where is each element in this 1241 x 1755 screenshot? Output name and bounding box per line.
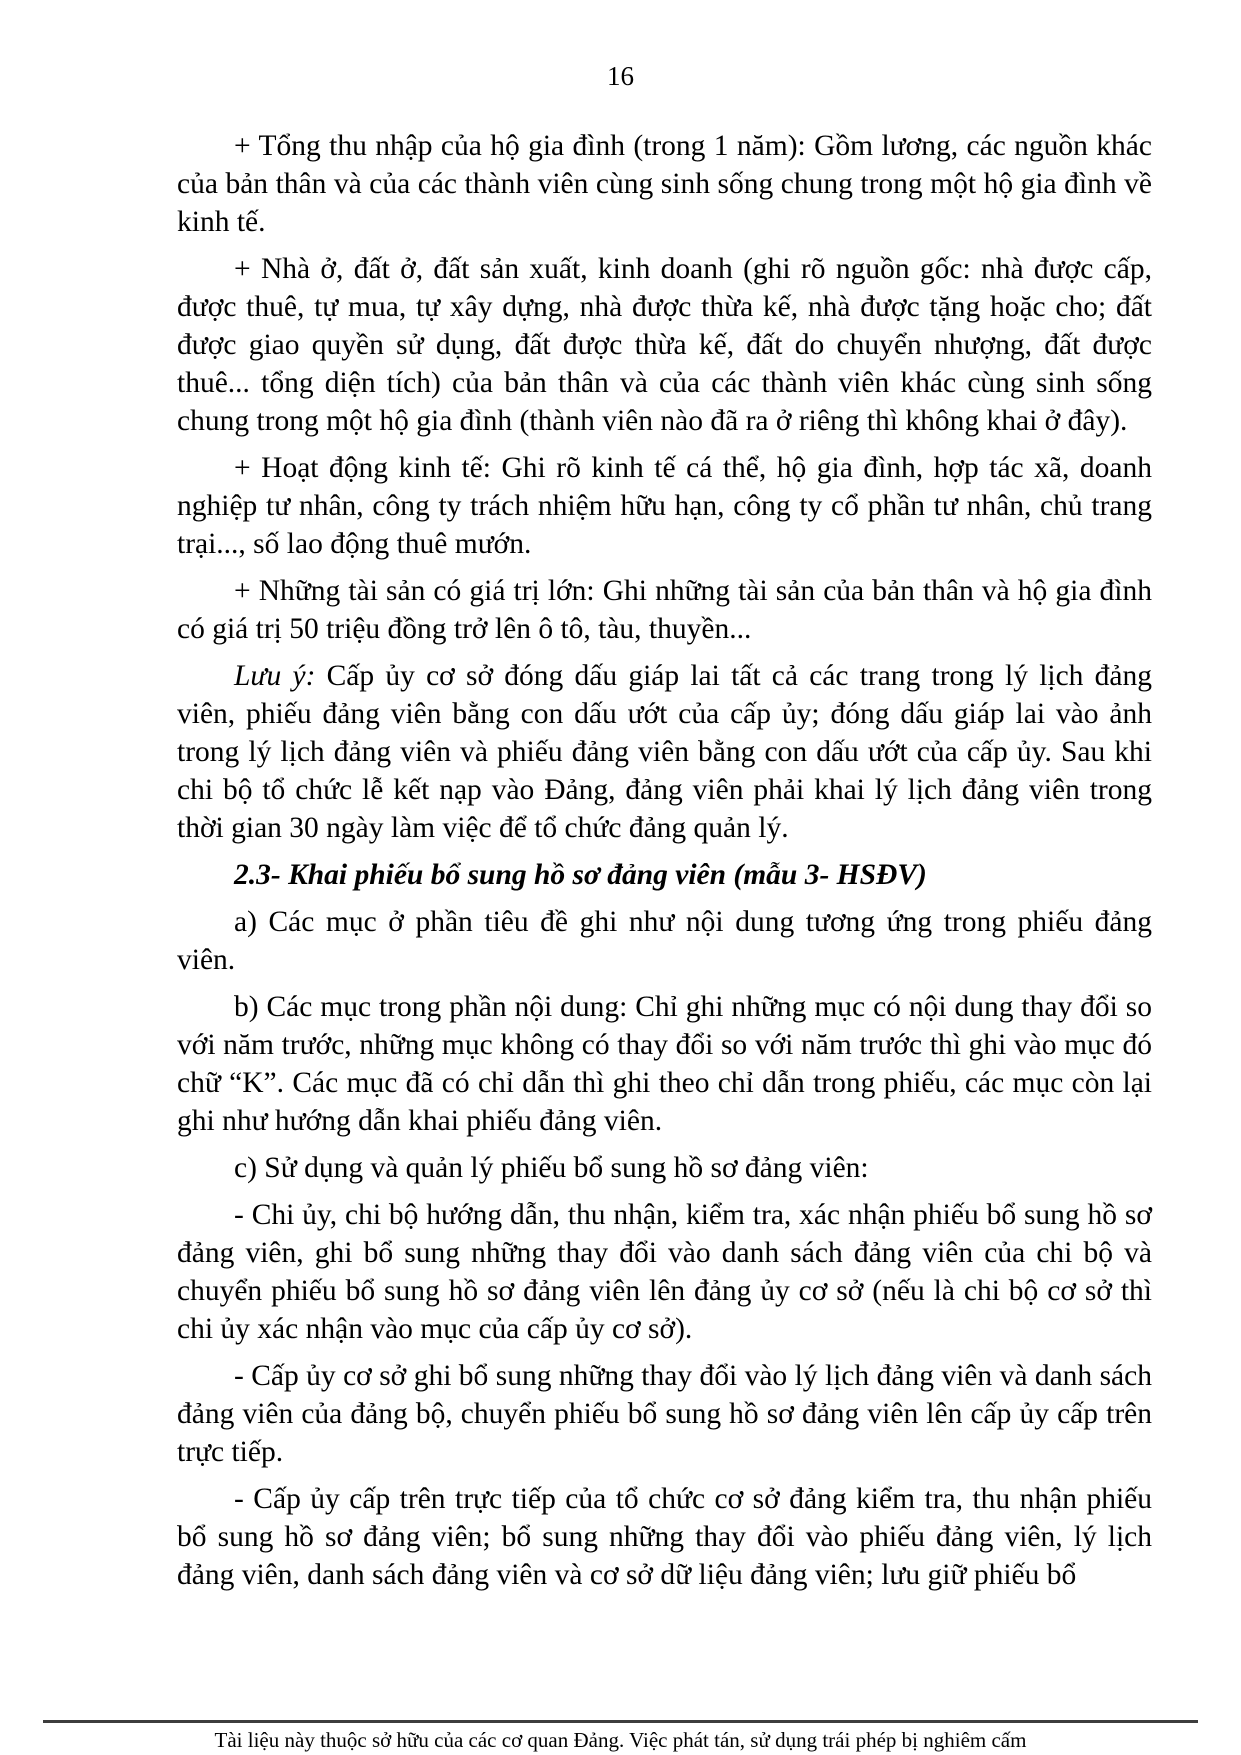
note-text: Cấp ủy cơ sở đóng dấu giáp lai tất cả các trang trong lý lịch đảng viên, phiếu đảng viên bằng con dấu ướt của cấp ủy; đóng dấu giáp lai vào ảnh trong lý lịch đảng viên và phiếu đảng viên bằng con dấu ướt của cấp ủy. Sau khi chi bộ tổ chức lễ kết nạp vào Đảng, đảng viên phải khai lý lịch đảng viên trong thời gian 30 ngày làm việc để tổ chức đảng quản lý. [177,660,1152,844]
note-lead-label: Lưu ý: [234,660,316,692]
paragraph: c) Sử dụng và quản lý phiếu bổ sung hồ sơ đảng viên: [234,1152,869,1184]
document-body [177,127,1152,1603]
paragraph: b) Các mục trong phần nội dung: Chỉ ghi những mục có nội dung thay đổi so với năm trước, những mục không có thay đổi so với năm trước thì ghi vào mục đó chữ “K”. Các mục đã có chỉ dẫn thì ghi theo chỉ dẫn trong phiếu, các mục còn lại ghi như hướng dẫn khai phiếu đảng viên. [177,991,1152,1137]
note-paragraph [177,657,1152,847]
paragraph: - Cấp ủy cấp trên trực tiếp của tổ chức cơ sở đảng kiểm tra, thu nhận phiếu bổ sung hồ sơ đảng viên; bổ sung những thay đổi vào phiếu đảng viên, lý lịch đảng viên, danh sách đảng viên và cơ sở dữ liệu đảng viên; lưu giữ phiếu bổ [177,1483,1152,1591]
paragraph: + Hoạt động kinh tế: Ghi rõ kinh tế cá thể, hộ gia đình, hợp tác xã, doanh nghiệp tư nhân, công ty trách nhiệm hữu hạn, công ty cổ phần tư nhân, chủ trang trại..., số lao động thuê mướn. [177,452,1152,560]
paragraph: + Những tài sản có giá trị lớn: Ghi những tài sản của bản thân và hộ gia đình có giá trị 50 triệu đồng trở lên ô tô, tàu, thuyền... [177,575,1152,645]
page-number: 16 [607,61,634,91]
section-heading: 2.3- Khai phiếu bổ sung hồ sơ đảng viên (mẫu 3- HSĐV) [234,859,927,891]
paragraph: + Tổng thu nhập của hộ gia đình (trong 1 năm): Gồm lương, các nguồn khác của bản thân và của các thành viên cùng sinh sống chung trong một hộ gia đình về kinh tế. [177,130,1152,238]
paragraph: + Nhà ở, đất ở, đất sản xuất, kinh doanh (ghi rõ nguồn gốc: nhà được cấp, được thuê, tự mua, tự xây dựng, nhà được thừa kế, nhà được tặng hoặc cho; đất được giao quyền sử dụng, đất được thừa kế, đất do chuyển nhượng, đất được thuê... tổng diện tích) của bản thân và của các thành viên khác cùng sinh sống chung trong một hộ gia đình (thành viên nào đã ra ở riêng thì không khai ở đây). [177,253,1152,437]
paragraph: - Cấp ủy cơ sở ghi bổ sung những thay đổi vào lý lịch đảng viên và danh sách đảng viên của đảng bộ, chuyển phiếu bổ sung hồ sơ đảng viên lên cấp ủy cấp trên trực tiếp. [177,1360,1152,1468]
paragraph: - Chi ủy, chi bộ hướng dẫn, thu nhận, kiểm tra, xác nhận phiếu bổ sung hồ sơ đảng viên, ghi bổ sung những thay đổi vào danh sách đảng viên của chi bộ và chuyển phiếu bổ sung hồ sơ đảng viên lên đảng ủy cơ sở (nếu là chi bộ cơ sở thì chi ủy xác nhận vào mục của cấp ủy cơ sở). [177,1199,1152,1345]
footer-notice: Tài liệu này thuộc sở hữu của các cơ quan Đảng. Việc phát tán, sử dụng trái phép bị nghiêm cấm [214,1728,1027,1752]
paragraph: a) Các mục ở phần tiêu đề ghi như nội dung tương ứng trong phiếu đảng viên. [177,906,1152,976]
footer-divider [43,1720,1198,1723]
